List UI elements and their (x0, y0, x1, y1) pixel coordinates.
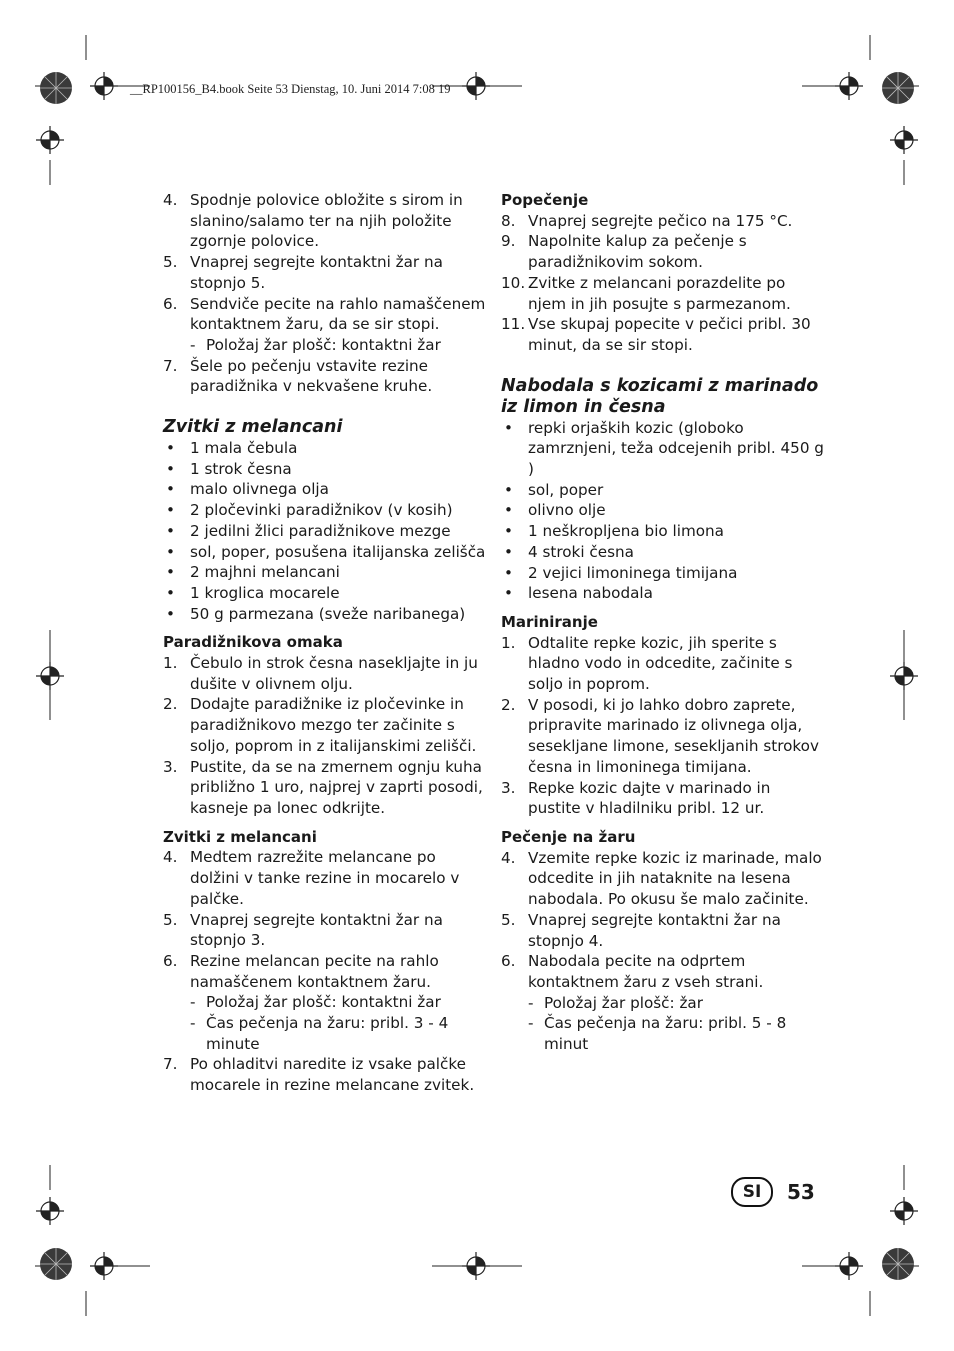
page-footer (731, 1177, 815, 1207)
list-item: 6. Nabodala pecite na odprtem kontaktnem žaru z vseh strani. (501, 952, 764, 991)
section-heading: Paradižnikova omaka (163, 633, 343, 652)
list-item: 7. Šele po pečenju vstavite rezine paradižnika v nekvašene kruhe. (163, 356, 433, 396)
list-item: 1. Odtalite repke kozic, jih sperite s hladno vodo in odcedite, začinite s soljo in poprom. (501, 633, 793, 694)
section-heading: Zvitki z melancani (163, 827, 317, 846)
recipe-title: Nabodala s kozicami z marinado iz limon in česna (501, 375, 819, 417)
ingredients-list (501, 418, 826, 604)
list-item: 2. Dodajte paradižnike iz pločevinke in paradižnikovo mezgo ter začinite s soljo, poprom in z italijanskimi zelišči. (163, 695, 477, 755)
list-item: • 1 strok česna (166, 459, 292, 478)
bake-steps (501, 211, 826, 356)
list-item: 11. Vse skupaj popecite v pečici pribl. 30 minut, da se sir stopi. (501, 315, 811, 354)
list-item: • lesena nabodala (504, 584, 653, 603)
list-item: 4. Medtem razrežite melancane po dolžini v tanke rezine in mocarelo v palčke. (163, 848, 460, 908)
intro-steps (163, 190, 488, 397)
list-item: 6. Rezine melancan pecite na rahlo namaščenem kontaktnem žaru. (163, 951, 439, 991)
marinate-steps (501, 633, 826, 819)
list-item: 3. Pustite, da se na zmernem ognju kuha približno 1 uro, najprej v zaprti posodi, kasneje pa lonec odkrijte. (163, 757, 483, 817)
rolls-steps (163, 847, 488, 1095)
grill-steps (501, 848, 826, 1055)
list-item: • olivno olje (504, 501, 606, 520)
list-item: • 2 vejici limoninega timijana (504, 563, 738, 582)
sub-list-item: - Položaj žar plošč: kontaktni žar (190, 335, 441, 354)
sauce-steps (163, 653, 488, 819)
list-item: 4. Spodnje polovice obložite s sirom in slanino/salamo ter na njih položite zgornje polovice. (163, 191, 463, 251)
list-item: 5. Vnaprej segrejte kontaktni žar na stopnjo 3. (163, 910, 443, 950)
list-item: • 4 stroki česna (504, 542, 634, 561)
sub-list-item: - Čas pečenja na žaru: pribl. 5 - 8 minut (528, 1014, 787, 1054)
list-item: • 2 majhni melancani (166, 563, 340, 582)
list-item: 9. Napolnite kalup za pečenje s paradižnikovim sokom. (501, 232, 747, 272)
list-item: • 50 g parmezana (sveže naribanega) (166, 604, 466, 623)
list-item: 4. Vzemite repke kozic iz marinade, malo odcedite in jih nataknite na lesena nabodala. Po okusu še malo začinite. (501, 848, 822, 909)
left-column (163, 190, 488, 1096)
list-item: • 1 mala čebula (166, 439, 298, 458)
list-item: 10. Zvitke z melancani porazdelite po njem in jih posujte s parmezanom. (501, 273, 791, 313)
section-heading: Mariniranje (501, 612, 598, 631)
list-item: 1. Čebulo in strok česna nasekljajte in ju dušite v olivnem olju. (163, 654, 478, 693)
sub-list-item: - Položaj žar plošč: kontaktni žar (190, 993, 441, 1012)
list-item: 6. Sendviče pecite na rahlo namaščenem kontaktnem žaru, da se sir stopi. (163, 294, 486, 334)
sub-list-item: - Čas pečenja na žaru: pribl. 3 - 4 minute (190, 1014, 449, 1053)
list-item: 5. Vnaprej segrejte kontaktni žar na stopnjo 5. (163, 253, 443, 292)
sub-list-item: - Položaj žar plošč: žar (528, 993, 703, 1012)
section-heading: Pečenje na žaru (501, 827, 636, 846)
list-item: 5. Vnaprej segrejte kontaktni žar na stopnjo 4. (501, 910, 781, 950)
list-item: • malo olivnega olja (166, 480, 329, 499)
right-column (501, 190, 826, 1055)
list-item: • sol, poper (504, 480, 604, 499)
list-item: • 1 kroglica mocarele (166, 583, 340, 602)
print-file-info: __RP100156_B4.book Seite 53 Dienstag, 10. Juni 2014 7:08 19 (130, 82, 451, 96)
list-item: • 2 pločevinki paradižnikov (v kosih) (166, 501, 453, 520)
section-heading: Popečenje (501, 191, 589, 209)
list-item: 3. Repke kozic dajte v marinado in pustite v hladilniku pribl. 12 ur. (501, 778, 771, 818)
list-item: • sol, poper, posušena italijanska zelišča (166, 542, 486, 561)
language-badge: SI (731, 1177, 773, 1207)
list-item: • 1 neškropljena bio limona (504, 522, 724, 541)
page-number: 53 (787, 1180, 815, 1204)
list-item: • 2 jedilni žlici paradižnikove mezge (166, 521, 451, 540)
list-item: • repki orjaških kozic (globoko zamrznjeni, teža odcejenih pribl. 450 g ) (504, 418, 824, 479)
ingredients-list (163, 438, 488, 624)
recipe-title: Zvitki z melancani (163, 417, 343, 438)
list-item: 2. V posodi, ki jo lahko dobro zaprete, pripravite marinado iz olivnega olja, sesekljane limone, sesekljanih strokov česna in limoninega timijana. (501, 695, 819, 776)
list-item: 7. Po ohladitvi naredite iz vsake palčke mocarele in rezine melancane zvitek. (163, 1055, 475, 1095)
list-item: 8. Vnaprej segrejte pečico na 175 °C. (501, 211, 793, 230)
